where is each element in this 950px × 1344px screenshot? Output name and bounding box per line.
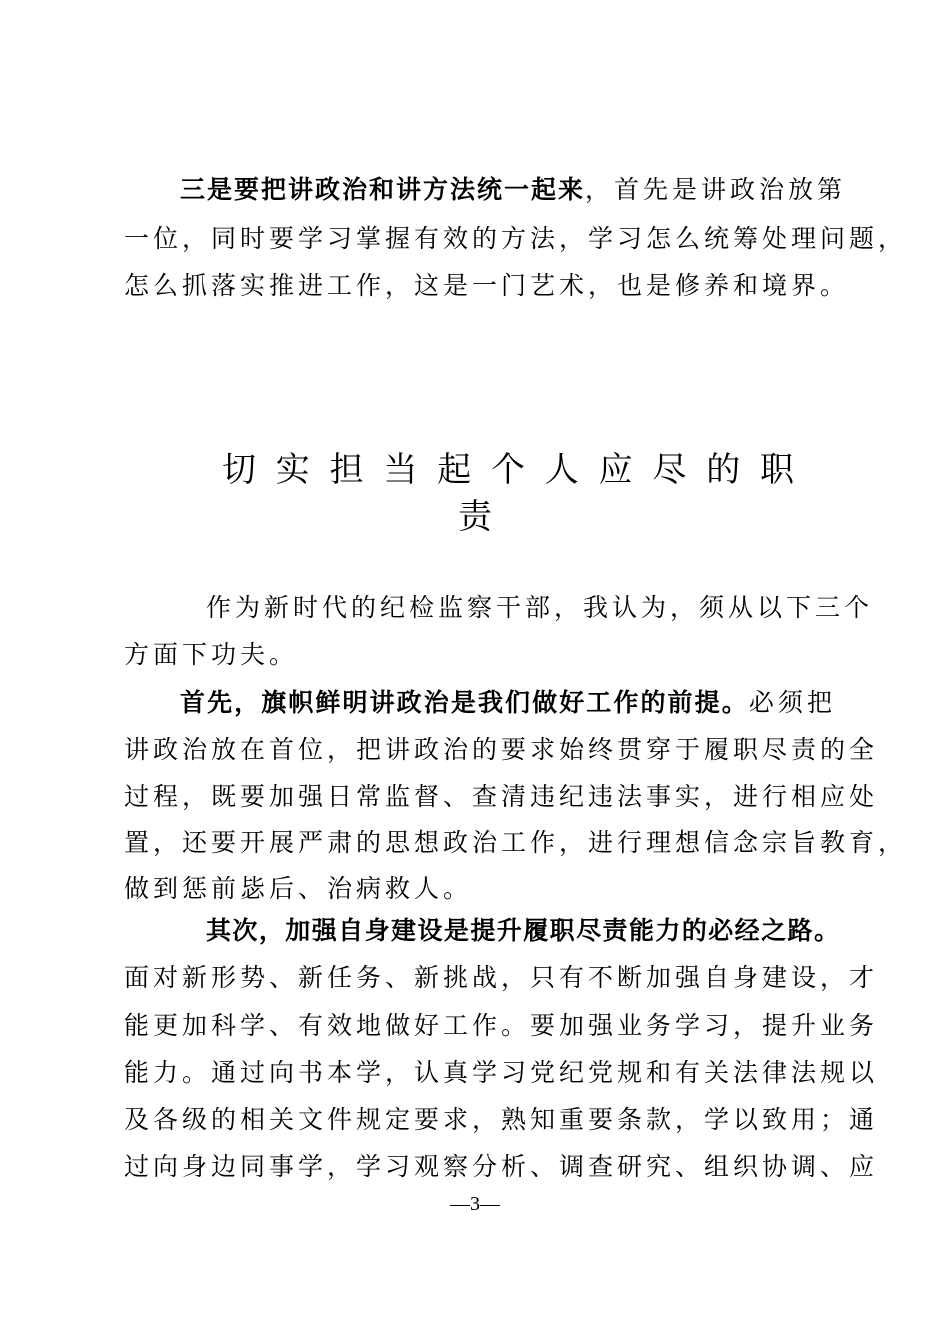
paragraph-line: 能更加科学、有效地做好工作。要加强业务学习，提升业务: [124, 1011, 879, 1040]
paragraph-line: [206, 914, 840, 948]
paragraph-line: [180, 686, 836, 720]
paragraph-line: 面对新形势、新任务、新挑战，只有不断加强自身建设，才: [124, 963, 879, 992]
paragraph-line: 一位，同时要学习掌握有效的方法，学习怎么统筹处理问题，: [124, 224, 908, 253]
page-number: —3—: [450, 1193, 500, 1215]
bold-heading-text: 其次，加强自身建设是提升履职尽责能力的必经之路。: [206, 916, 840, 945]
bold-heading-text: 首先，旗帜鲜明讲政治是我们做好工作的前提。: [180, 688, 749, 717]
paragraph-line: 置，还要开展严肃的思想政治工作，进行理想信念宗旨教育，: [124, 828, 908, 857]
paragraph-text: 必须把: [748, 688, 836, 717]
paragraph-line: 作为新时代的纪检监察干部，我认为，须从以下三个: [206, 593, 874, 622]
paragraph-line: 过程，既要加强日常监督、查清违纪违法事实，进行相应处: [124, 782, 879, 811]
section-title: 切实担当起个人应尽的职: [222, 450, 794, 490]
paragraph-line: 怎么抓落实推进工作，这是一门艺术，也是修养和境界。: [124, 271, 850, 300]
paragraph-line: 及各级的相关文件规定要求，熟知重要条款，学以致用；通: [124, 1105, 879, 1134]
paragraph-text: ，首先是讲政治放第: [585, 175, 847, 204]
paragraph-line: [180, 173, 847, 207]
paragraph-line: 能力。通过向书本学，认真学习党纪党规和有关法律法规以: [124, 1058, 879, 1087]
section-title-continued: 责: [458, 497, 492, 537]
paragraph-line: 做到惩前毖后、治病救人。: [124, 874, 473, 903]
paragraph-line: 过向身边同事学，学习观察分析、调查研究、组织协调、应: [124, 1152, 879, 1181]
bold-heading-text: 三是要把讲政治和讲方法统一起来: [180, 175, 586, 204]
paragraph-line: 讲政治放在首位，把讲政治的要求始终贯穿于履职尽责的全: [124, 735, 879, 764]
paragraph-line: 方面下功夫。: [124, 640, 299, 669]
